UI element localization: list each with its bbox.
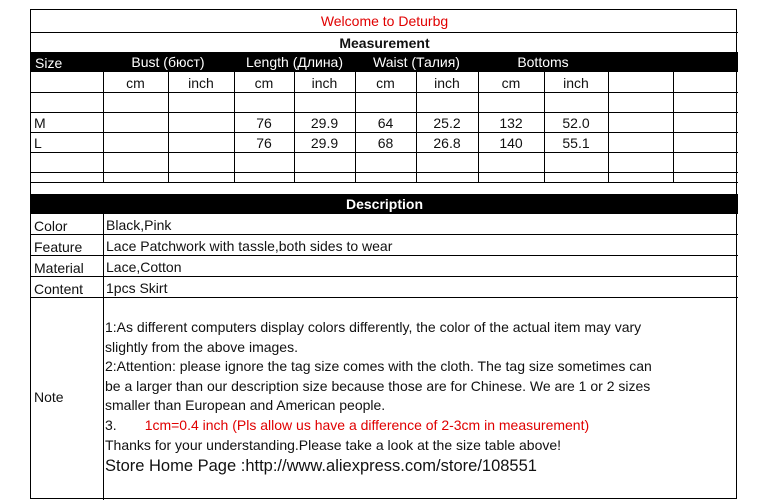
row-label: Content	[34, 281, 84, 297]
note-line: slightly from the above images.	[105, 338, 298, 355]
waist-cm-cell: 64	[377, 115, 394, 131]
row-value: 1pcs Skirt	[106, 280, 168, 296]
welcome-title: Welcome to Deturbg	[320, 13, 449, 29]
note-line: Thanks for your understanding.Please take a look at the size table above!	[105, 436, 562, 453]
row-label: Material	[34, 260, 84, 276]
note-line: be a larger than our description size because those are for Chinese. We are 1 or 2 sizes	[105, 377, 651, 394]
note-line: smaller than European and American people.	[105, 397, 386, 414]
note-text	[105, 318, 738, 477]
row-value: Lace Patchwork with tassle,both sides to wear	[106, 238, 393, 254]
waist-inch-cell: 25.2	[433, 115, 461, 131]
length-inch-cell: 29.9	[310, 115, 339, 131]
row-label: Feature	[34, 239, 83, 255]
size-cell: M	[34, 115, 46, 131]
store-home-page: Store Home Page :http://www.aliexpress.com/store/108551	[105, 457, 537, 476]
col-waist: Waist (Талия)	[373, 54, 460, 70]
col-bust: Bust (бюст)	[131, 54, 205, 70]
bottoms-inch-cell: 55.1	[562, 135, 590, 151]
note-line: 2:Attention: please ignore the tag size comes with the cloth. The tag size sometimes can	[105, 358, 652, 375]
description-header: Description	[31, 194, 738, 214]
measurement-column-header-bar	[31, 53, 738, 72]
bottoms-inch-cell: 52.0	[562, 115, 590, 131]
length-cm-cell: 76	[256, 135, 272, 151]
unit-bust-cm: cm	[126, 75, 145, 91]
size-cell: L	[34, 135, 42, 151]
note-line	[105, 416, 738, 436]
unit-bottoms-inch: inch	[563, 75, 589, 91]
note-line-prefix: 3.	[105, 416, 117, 433]
conversion-note: 1cm=0.4 inch (Pls allow us have a difference of 2-3cm in measurement)	[144, 416, 590, 433]
note-label: Note	[34, 389, 64, 405]
unit-length-inch: inch	[311, 75, 338, 91]
unit-bottoms-cm: cm	[501, 75, 521, 91]
unit-waist-inch: inch	[434, 75, 460, 91]
col-size: Size	[35, 55, 63, 71]
waist-inch-cell: 26.8	[433, 135, 461, 151]
bottoms-cm-cell: 140	[499, 135, 523, 151]
col-length: Length (Длина)	[245, 54, 344, 70]
row-label: Color	[34, 218, 68, 234]
row-value: Black,Pink	[106, 217, 172, 233]
row-value: Lace,Cotton	[106, 259, 182, 275]
unit-length-cm: cm	[254, 75, 274, 91]
measurement-header: Measurement	[339, 35, 430, 51]
waist-cm-cell: 68	[377, 135, 394, 151]
size-chart-sheet	[30, 9, 737, 499]
col-bottoms: Bottoms	[517, 54, 569, 70]
unit-bust-inch: inch	[188, 75, 214, 91]
bottoms-cm-cell: 132	[499, 115, 523, 131]
unit-waist-cm: cm	[376, 75, 395, 91]
length-inch-cell: 29.9	[310, 135, 339, 151]
length-cm-cell: 76	[256, 115, 272, 131]
note-line: 1:As different computers display colors differently, the color of the actual item may vary	[105, 319, 642, 335]
